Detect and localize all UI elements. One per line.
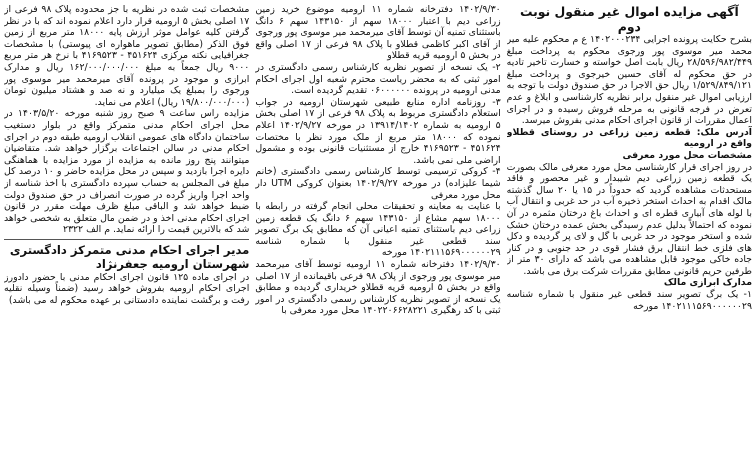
middle-para-1: ۱۴۰۲/۹/۳۰ دفترخانه شماره ۱۱ ارومیه موضوع خرید زمین زراعی دیم با اعتبار ۱۸۰۰۰ سهم از ۱۴۳۱۵۰ سهم ۶ دانگ باستثنای تمنیه آن توسط آقای میرمحمد میر موسوی پور ورجوی از آقای اکبر کاظمی قطلاو با پلاک ۹۸ فرعی از ۱۷ اصلی واقع در بخش ۵ ارومیه قریه قطلاو [255, 4, 501, 62]
notice-column-left [4, 4, 249, 448]
notice-intro: بشرح حکایت پرونده اجرایی ۱۴۰۲۰۰۰۲۳۴ ع م محکوم علیه میر محمد میر موسوی پور ورجوی محکوم به پرداخت مبلغ ۲۸/۵۹۶/۹۸۲/۴۴۹ ریال بابت اصل خواسته و خسارت تاخیر تادیه در حق محکوم له آقای حسین خیرجوی و پرداخت مبلغ ۱/۵۲۹/۸۴۹/۱۲۱ ریال حق الاجرا در حق صندوق دولت با توجه به ارزیابی اموال غیر منقول برابر نظریه کارشناسی و ابلاغ و عدم تعرض در فرجه قانونی به مرحله فروش رسیده و در اجرای اعمال مقررات از قانون اجرای احکام مدنی بفروش میرسد. [506, 34, 752, 127]
left-para-1: مشخصات ثبت شده در نظریه با جز محدوده پلاک ۹۸ فرعی از ۱۷ اصلی بخش ۵ ارومیه قرار دارد اعلام نموده اند که با در نظر گرفتن کلیه عوامل موثر ارزش پایه ۱۸۰۰۰ متر مربع از زمین فوق الذکر (مطابق تصویر ماهواره ای پیوستی) با مشخصات جغرافیایی نکته مرکزی ۴۵۱۶۲۴ - ۴۱۶۹۵۲۳ با نرخ هر متر مربع ۹۰۰۰ ریال جمعاً به مبلغ ۱۶۲/۰۰۰/۰۰۰/۰۰۰ ریال و مدارک ابرازی و موجود در پرونده آقای میرمحمد میر موسوی پور ورجوی را بمبلغ یک میلیارد و نه صد و هشتاد میلیون تومان (۱۹/۸۰۰/۰۰۰/۰۰۰ ریال) اعلام می نماید. [4, 4, 250, 108]
owner-docs-heading: مدارک ابرازی مالک [663, 277, 752, 289]
signature-heading: مدیر اجرای احکام مدنی متمرکز دادگستری شهرستان ارومیه جعفرنژاد [9, 242, 250, 272]
middle-para-4: ۴- کروکی ترسیمی توسط کارشناس رسمی دادگستری (خانم شیما علیزاده) در مورخه ۱۴۰۲/۹/۲۷ بعنوان کروکی UTM دار محل مورد معرفی [255, 166, 501, 201]
middle-para-2: ۲- یک نسخه از تصویر نظریه کارشناس رسمی دادگستری در امور ثبتی که به محضر ریاست محترم شعبه اول اجرای احکام مدنی ارومیه در پرونده ۰۶۰۰۰۰۰۰ تقدیم گردیده است. [255, 61, 501, 97]
notice-title: آگهی مزایده اموال غیر منقول نوبت دوم [519, 4, 739, 34]
owner-docs-text: ۱- یک برگ تصویر سند قطعی غیر منقول با شماره شناسه ۱۴۰۲۱۱۱۵۶۹۰۰۰۰۰۰۲۹ مورخه [506, 289, 752, 312]
notice-column-right [507, 4, 752, 448]
middle-para-5: با عنایت به معاینه و تحقیقات محلی انجام گرفته در رابطه با ۱۸۰۰۰ سهم مشاع از ۱۴۳۱۵۰ سهم ۶ دانگ یک قطعه زمین زراعی دیم باستثنای تمنیه اعیانی آن که مطابق یک برگ تصویر سند قطعی غیر منقول با شماره شناسه ۱۴۰۲۱۱۱۵۶۹۰۰۰۰۰۰۲۹ مورخه [255, 201, 501, 259]
property-address: آدرس ملک: قطعه زمین زراعی در روستای قطلاو واقع در ارومیه [506, 126, 752, 150]
notice-column-middle [255, 4, 500, 448]
left-para-3: در اجرای ماده ۱۲۵ قانون اجرای احکام مدنی با حضور دادورز اجرای احکام ارومیه بفروش خواهد رسید (ضمناً وسیله نقلیه رفت و برگشت نماینده دادستانی بر عهده محکوم له می باشد) [4, 271, 250, 307]
middle-para-6: ۱۴۰۲/۹/۳۰ دفترخانه شماره ۱۱ ارومیه توسط آقای میرمحمد میر موسوی پور ورجوی از پلاک ۹۸ فرعی باقیمانده از ۱۷ اصلی واقع در بخش ۵ ارومیه قریه قطلاو خریداری گردیده و مطابق یک نسخه از تصویر نظریه کارشناس رسمی دادگستری در امور ثبتی با کد رهگیری ۱۴۰۲۲۰۶۶۲۸۲۲۱ محل مورد معرفی با [255, 259, 501, 317]
left-para-2: مزایده راس ساعت ۹ صبح روز شنبه مورخه ۱۴۰۳/۵/۲۰ در محل اجرای احکام مدنی متمرکز واقع در بلوار دستغیب ساختمان دادگاه های عمومی انقلاب ارومیه طبقه دوم در اجرای احکام مدنی در سالن اجتماعات برگزار خواهد شد. متقاضیان میتوانند پنج روز مانده به مزایده از مورد مزایده با هماهنگی دایره اجرا بازدید و سپس در محل مزایده حاضر و ۱۰ درصد کل مبلغ فی المجلس به حساب سپرده دادگستری با اخذ شناسه از واحد اجرا واریز گرده در صورت انصراف در حق صندوق دولت ضبط خواهد شد و الباقی مبلغ ظرف مهلت مقرر در قانون اجرای احکام مدنی اخذ و در ضمن مال متعلق به شخصی خواهد شد که بالاترین قیمت را ارائه نماید. م الف ۲۳۲۲ [4, 108, 250, 236]
section-divider [4, 239, 249, 240]
specs-text: در روز اجرای قرار کارشناسی محل مورد معرفی مالک بصورت یک قطعه زمین زراعی دیم شیبدار و غیر محصور و فاقد مستحدثات مشاهده گردید که حدوداً در ۱۵ یا ۲۰ سال گذشته مالک اقدام به احداث استخر ذخیره آب در حد غربی و انتقال آب با لوله های آبیاری قطره ای و احداث باغ درختان مثمره در آن نموده که احتمالاً بدلیل عدم رسیدگی بخش عمده درختان خشک شده و استخر موجود در حد غربی با گل و لای پر گردیده و دکل های فلزی خط انتقال برق فشار قوی در حد جنوبی و در کنار جاده خاکی موجود قابل مشاهده می باشد که دارای ۳۰ متر از طرفین حریم قانونی مطابق مقررات شرکت برق می باشد. [506, 161, 752, 277]
specs-heading: مشخصات محل مورد معرفی [622, 149, 752, 161]
middle-para-3: ۳- روزنامه اداره منابع طبیعی شهرستان ارومیه در جواب استعلام دادگستری مربوط به پلاک ۹۸ فرعی از ۱۷ اصلی بخش ۵ ارومیه به شماره ۱۳۹۱۴/۱۴۰۲ در مورخه ۱۴۰۲/۹/۲۷ اعلام نموده که ۱۸۰۰۰ متر مربع از ملک مورد نظر با مختصات ۴۵۱۶۲۴ - ۴۱۶۹۵۲۳ خارج از مستثنیات قانونی بوده و مشمول اراضی ملی نمی باشد. [255, 96, 501, 166]
